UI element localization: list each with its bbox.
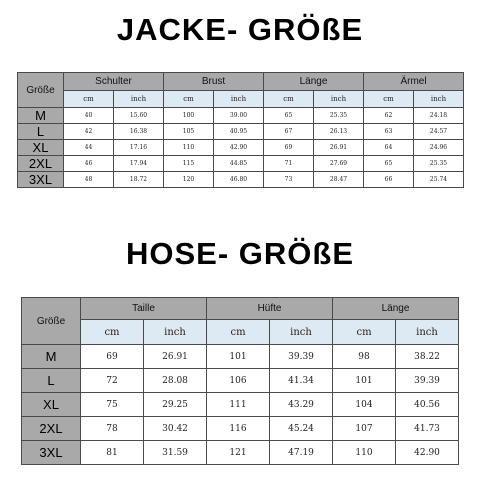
measurement-cell: 28.08 <box>144 369 207 393</box>
measurement-cell: 24.18 <box>414 108 464 124</box>
measurement-cell: 75 <box>81 393 144 417</box>
jacket-row-2xl <box>18 156 464 172</box>
measurement-cell: 107 <box>333 417 396 441</box>
measurement-cell: 39.39 <box>396 369 459 393</box>
measurement-cell: 26.91 <box>144 345 207 369</box>
measurement-cell: 27.69 <box>314 156 364 172</box>
measurement-cell: 28.47 <box>314 172 364 188</box>
jacket-row-l <box>18 124 464 140</box>
size-label: M <box>22 345 81 369</box>
measurement-cell: 67 <box>264 124 314 140</box>
unit-cm: cm <box>333 320 396 345</box>
measurement-cell: 81 <box>81 441 144 465</box>
measurement-cell: 40.95 <box>214 124 264 140</box>
size-label: L <box>18 124 64 140</box>
unit-cm: cm <box>207 320 270 345</box>
pants-header-waist: Taille <box>81 298 207 320</box>
measurement-cell: 48 <box>64 172 114 188</box>
measurement-cell: 105 <box>164 124 214 140</box>
measurement-cell: 101 <box>333 369 396 393</box>
measurement-cell: 43.29 <box>270 393 333 417</box>
measurement-cell: 38.22 <box>396 345 459 369</box>
measurement-cell: 73 <box>264 172 314 188</box>
measurement-cell: 41.73 <box>396 417 459 441</box>
measurement-cell: 39.00 <box>214 108 264 124</box>
size-label: XL <box>18 140 64 156</box>
measurement-cell: 71 <box>264 156 314 172</box>
jacket-unit-header-row <box>18 91 464 108</box>
unit-inch: inch <box>144 320 207 345</box>
measurement-cell: 98 <box>333 345 396 369</box>
measurement-cell: 44 <box>64 140 114 156</box>
measurement-cell: 39.39 <box>270 345 333 369</box>
jacket-size-column-header: Größe <box>18 73 64 108</box>
unit-cm: cm <box>64 91 114 108</box>
pants-size-title: HOSE- GRÖßE <box>125 236 354 271</box>
measurement-cell: 25.74 <box>414 172 464 188</box>
pants-group-header-row <box>22 298 459 320</box>
measurement-cell: 15.60 <box>114 108 164 124</box>
jacket-header-shoulder: Schulter <box>64 73 164 91</box>
measurement-cell: 44.85 <box>214 156 264 172</box>
measurement-cell: 24.96 <box>414 140 464 156</box>
measurement-cell: 63 <box>364 124 414 140</box>
measurement-cell: 69 <box>81 345 144 369</box>
jacket-header-length: Länge <box>264 73 364 91</box>
measurement-cell: 111 <box>207 393 270 417</box>
measurement-cell: 120 <box>164 172 214 188</box>
measurement-cell: 42.90 <box>396 441 459 465</box>
unit-inch: inch <box>114 91 164 108</box>
measurement-cell: 62 <box>364 108 414 124</box>
jacket-header-chest: Brust <box>164 73 264 91</box>
measurement-cell: 46.80 <box>214 172 264 188</box>
size-label: L <box>22 369 81 393</box>
measurement-cell: 46 <box>64 156 114 172</box>
measurement-cell: 24.57 <box>414 124 464 140</box>
unit-inch: inch <box>414 91 464 108</box>
size-label: XL <box>22 393 81 417</box>
measurement-cell: 26.91 <box>314 140 364 156</box>
unit-cm: cm <box>264 91 314 108</box>
measurement-cell: 17.16 <box>114 140 164 156</box>
pants-row-xl <box>22 393 459 417</box>
size-label: M <box>18 108 64 124</box>
size-label: 2XL <box>22 417 81 441</box>
unit-cm: cm <box>81 320 144 345</box>
measurement-cell: 16.38 <box>114 124 164 140</box>
size-label: 2XL <box>18 156 64 172</box>
pants-size-table <box>21 297 459 465</box>
unit-inch: inch <box>396 320 459 345</box>
measurement-cell: 65 <box>364 156 414 172</box>
pants-row-2xl <box>22 417 459 441</box>
unit-inch: inch <box>270 320 333 345</box>
jacket-row-3xl <box>18 172 464 188</box>
jacket-size-table <box>17 72 464 188</box>
measurement-cell: 45.24 <box>270 417 333 441</box>
measurement-cell: 41.34 <box>270 369 333 393</box>
jacket-header-sleeve: Ärmel <box>364 73 464 91</box>
size-label: 3XL <box>18 172 64 188</box>
measurement-cell: 64 <box>364 140 414 156</box>
jacket-group-header-row <box>18 73 464 91</box>
measurement-cell: 42.90 <box>214 140 264 156</box>
pants-size-column-header: Größe <box>22 298 81 345</box>
measurement-cell: 72 <box>81 369 144 393</box>
measurement-cell: 110 <box>164 140 214 156</box>
jacket-row-m <box>18 108 464 124</box>
measurement-cell: 25.35 <box>414 156 464 172</box>
measurement-cell: 18.72 <box>114 172 164 188</box>
measurement-cell: 40 <box>64 108 114 124</box>
measurement-cell: 29.25 <box>144 393 207 417</box>
jacket-size-title: JACKE- GRÖßE <box>116 12 364 47</box>
measurement-cell: 40.56 <box>396 393 459 417</box>
pants-row-3xl <box>22 441 459 465</box>
size-label: 3XL <box>22 441 81 465</box>
unit-cm: cm <box>164 91 214 108</box>
pants-row-l <box>22 369 459 393</box>
measurement-cell: 69 <box>264 140 314 156</box>
measurement-cell: 17.94 <box>114 156 164 172</box>
measurement-cell: 66 <box>364 172 414 188</box>
measurement-cell: 115 <box>164 156 214 172</box>
measurement-cell: 106 <box>207 369 270 393</box>
measurement-cell: 101 <box>207 345 270 369</box>
measurement-cell: 25.35 <box>314 108 364 124</box>
pants-row-m <box>22 345 459 369</box>
measurement-cell: 47.19 <box>270 441 333 465</box>
jacket-row-xl <box>18 140 464 156</box>
measurement-cell: 78 <box>81 417 144 441</box>
pants-header-hip: Hüfte <box>207 298 333 320</box>
pants-header-length: Länge <box>333 298 459 320</box>
measurement-cell: 100 <box>164 108 214 124</box>
unit-inch: inch <box>314 91 364 108</box>
measurement-cell: 104 <box>333 393 396 417</box>
pants-unit-header-row <box>22 320 459 345</box>
measurement-cell: 110 <box>333 441 396 465</box>
measurement-cell: 31.59 <box>144 441 207 465</box>
measurement-cell: 26.13 <box>314 124 364 140</box>
measurement-cell: 42 <box>64 124 114 140</box>
unit-cm: cm <box>364 91 414 108</box>
measurement-cell: 65 <box>264 108 314 124</box>
measurement-cell: 116 <box>207 417 270 441</box>
measurement-cell: 30.42 <box>144 417 207 441</box>
unit-inch: inch <box>214 91 264 108</box>
measurement-cell: 121 <box>207 441 270 465</box>
